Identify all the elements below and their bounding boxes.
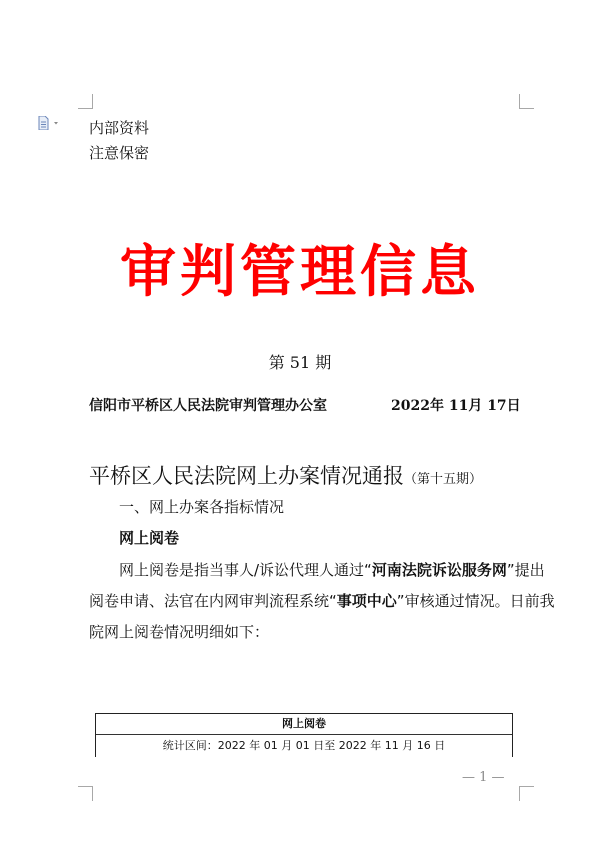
para-bold-2: 事项中心 bbox=[336, 592, 397, 610]
page-number: — 1 — bbox=[462, 770, 505, 785]
crop-mark-top-right bbox=[519, 94, 534, 109]
secrecy-notice: 注意保密 bbox=[89, 144, 150, 162]
crop-mark-bottom-left bbox=[78, 786, 93, 801]
issuing-office: 信阳市平桥区人民法院审判管理办公室 bbox=[89, 398, 327, 414]
report-title-sub: （第十五期） bbox=[404, 472, 483, 487]
para-text-3: ”审核通过情况。日前我院网上阅卷情况明细如下： bbox=[89, 592, 555, 641]
subsection-heading: 网上阅卷 bbox=[119, 529, 180, 547]
table-title: 网上阅卷 bbox=[96, 714, 512, 735]
document-title: 审判管理信息 bbox=[120, 239, 480, 305]
crop-mark-top-left bbox=[78, 94, 93, 109]
para-text-2: ”提出阅卷申请、法官在内网审判流程系统“ bbox=[89, 561, 545, 610]
crop-mark-bottom-right bbox=[519, 786, 534, 801]
issue-number: 第 51 期 bbox=[268, 353, 332, 372]
body-paragraph bbox=[89, 555, 559, 648]
table-period: 统计区间：2022 年 01 月 01 日至 2022 年 11 月 16 日 bbox=[162, 739, 446, 752]
para-bold-1: 河南法院诉讼服务网 bbox=[371, 561, 507, 579]
stats-table bbox=[95, 713, 513, 757]
issue-date: 2022年 11月 17日 bbox=[391, 398, 521, 414]
confidential-label: 内部资料 bbox=[89, 119, 150, 137]
section-heading: 一、网上办案各指标情况 bbox=[119, 498, 285, 516]
para-text-1: 网上阅卷是指当事人/诉讼代理人通过“ bbox=[119, 561, 372, 579]
document-options-icon[interactable] bbox=[37, 116, 63, 130]
report-title bbox=[89, 460, 482, 490]
report-title-main: 平桥区人民法院网上办案情况通报 bbox=[89, 464, 404, 488]
